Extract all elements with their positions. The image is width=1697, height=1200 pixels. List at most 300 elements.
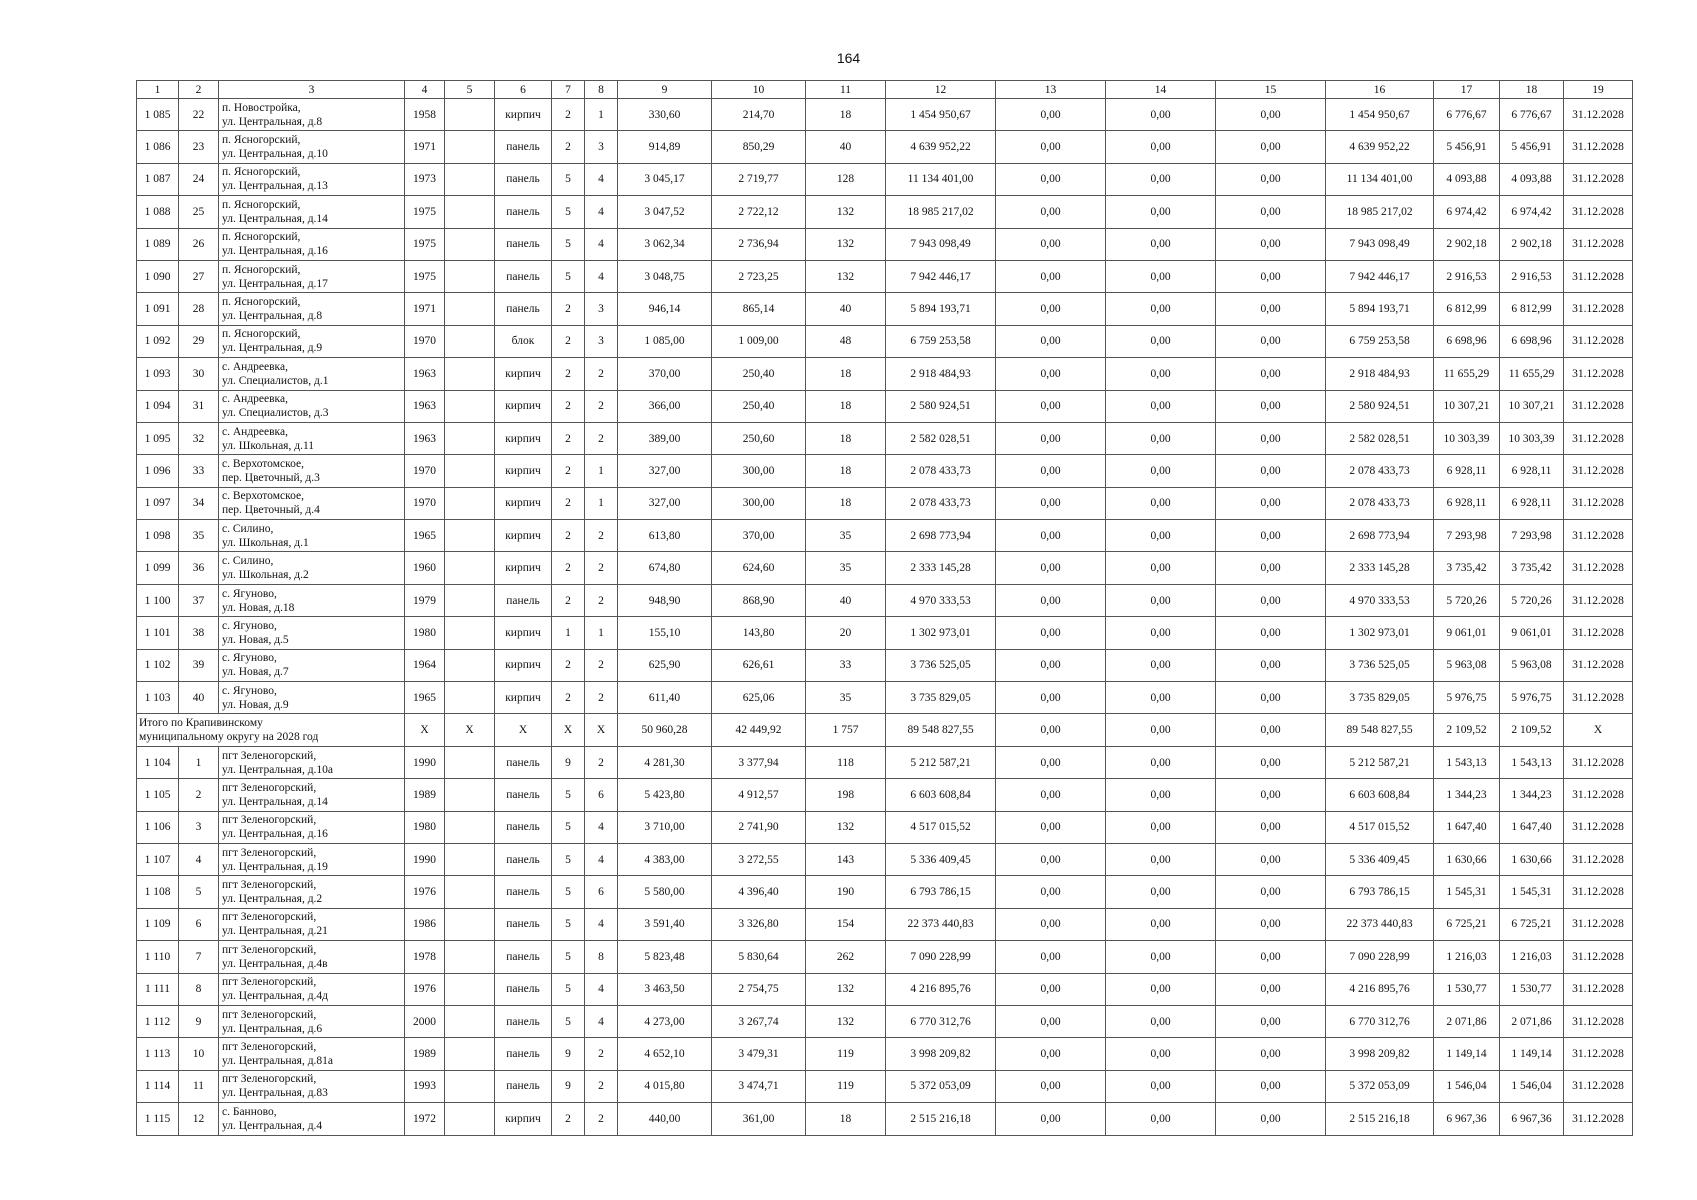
cell-c17: 6 776,67 [1434,99,1500,131]
address-line-1: Итого по Крапивинскому [139,717,263,730]
cell-c17: 6 967,36 [1434,1103,1500,1135]
cell-c15: 0,00 [1216,325,1326,357]
cell-mat: панель [495,260,552,292]
cell-c13: 0,00 [996,260,1106,292]
cell-c11: 119 [806,1038,886,1070]
cell-c12: 2 698 773,94 [886,520,996,552]
cell-c13: 0,00 [996,1070,1106,1102]
cell-date: 31.12.2028 [1564,779,1633,811]
cell-c13: 0,00 [996,617,1106,649]
cell-c15: 0,00 [1216,455,1326,487]
address-cell [219,99,405,131]
cell-mat: панель [495,811,552,843]
cell-date: 31.12.2028 [1564,358,1633,390]
cell-a9: 330,60 [618,99,712,131]
cell-a9: 1 085,00 [618,325,712,357]
cell-c12: 2 582 028,51 [886,422,996,454]
cell-date: 31.12.2028 [1564,843,1633,875]
cell-c11: 18 [806,455,886,487]
cell-fl: 2 [552,552,585,584]
cell-c11: 40 [806,131,886,163]
table-row [137,520,1633,552]
cell-a10: 1 009,00 [712,325,806,357]
cell-c5 [445,131,495,163]
cell-c14: 0,00 [1106,584,1216,616]
cell-a9: 4 652,10 [618,1038,712,1070]
cell-c15: 0,00 [1216,908,1326,940]
cell-date: 31.12.2028 [1564,584,1633,616]
cell-ent: 4 [585,163,618,195]
cell-c5 [445,617,495,649]
cell-ent: 3 [585,131,618,163]
cell-ent: 4 [585,973,618,1005]
cell-fl: 5 [552,876,585,908]
cell-a9: 611,40 [618,682,712,714]
cell-fl: 2 [552,390,585,422]
cell-c16: 2 078 433,73 [1326,455,1434,487]
address-cell [219,682,405,714]
address-line-2: ул. Центральная, д.14 [222,212,328,225]
cell-c15: 0,00 [1216,649,1326,681]
cell-c16: 89 548 827,55 [1326,714,1434,746]
cell-year: 1964 [405,649,445,681]
cell-c18: 1 545,31 [1500,876,1564,908]
address-line-1: с. Верхотомское, [222,457,304,470]
cell-c13: 0,00 [996,196,1106,228]
cell-fl: 2 [552,99,585,131]
cell-c18: 11 655,29 [1500,358,1564,390]
cell-c17: 4 093,88 [1434,163,1500,195]
table-row [137,876,1633,908]
cell-date: 31.12.2028 [1564,455,1633,487]
row-number-cell: 1 087 [137,163,179,195]
cell-c11: 128 [806,163,886,195]
cell-c17: 6 928,11 [1434,487,1500,519]
address-line-1: пгт Зеленогорский, [222,943,317,956]
cell-year: 1965 [405,520,445,552]
local-number-cell: 6 [179,908,219,940]
cell-c14: 0,00 [1106,260,1216,292]
cell-c13: 0,00 [996,1103,1106,1135]
cell-c17: 1 216,03 [1434,941,1500,973]
cell-c13: 0,00 [996,99,1106,131]
cell-ent: 4 [585,196,618,228]
cell-date: 31.12.2028 [1564,746,1633,778]
cell-c17: 1 630,66 [1434,843,1500,875]
cell-c15: 0,00 [1216,422,1326,454]
cell-c12: 3 735 829,05 [886,682,996,714]
address-cell [219,584,405,616]
local-number-cell: 38 [179,617,219,649]
cell-date: 31.12.2028 [1564,941,1633,973]
cell-c13: 0,00 [996,422,1106,454]
address-line-1: с. Банново, [222,1105,277,1118]
cell-c18: 1 344,23 [1500,779,1564,811]
cell-a10: 250,60 [712,422,806,454]
cell-c12: 7 943 098,49 [886,228,996,260]
cell-c11: 143 [806,843,886,875]
address-cell [219,1005,405,1037]
cell-c11: 132 [806,811,886,843]
cell-c12: 89 548 827,55 [886,714,996,746]
cell-date: 31.12.2028 [1564,811,1633,843]
cell-c12: 4 216 895,76 [886,973,996,1005]
cell-c15: 0,00 [1216,487,1326,519]
cell-c13: 0,00 [996,293,1106,325]
column-header-2: 2 [179,81,219,99]
cell-c14: 0,00 [1106,325,1216,357]
cell-c15: 0,00 [1216,584,1326,616]
cell-c15: 0,00 [1216,714,1326,746]
cell-c16: 2 078 433,73 [1326,487,1434,519]
cell-a10: 868,90 [712,584,806,616]
cell-a9: 3 062,34 [618,228,712,260]
cell-c11: 18 [806,1103,886,1135]
cell-year: 1973 [405,163,445,195]
cell-c5 [445,487,495,519]
local-number-cell: 1 [179,746,219,778]
local-number-cell: 31 [179,390,219,422]
cell-c17: 2 902,18 [1434,228,1500,260]
cell-c14: 0,00 [1106,649,1216,681]
cell-year: 1989 [405,779,445,811]
cell-date: 31.12.2028 [1564,973,1633,1005]
cell-c12: 6 793 786,15 [886,876,996,908]
cell-ent: 2 [585,520,618,552]
cell-c16: 22 373 440,83 [1326,908,1434,940]
address-cell [219,325,405,357]
cell-a9: 4 383,00 [618,843,712,875]
cell-a10: 3 326,80 [712,908,806,940]
cell-date: 31.12.2028 [1564,99,1633,131]
cell-fl: 5 [552,779,585,811]
cell-date: 31.12.2028 [1564,617,1633,649]
cell-c18: 5 963,08 [1500,649,1564,681]
address-line-2: ул. Центральная, д.16 [222,245,328,258]
row-number-cell: 1 115 [137,1103,179,1135]
table-row [137,843,1633,875]
cell-a9: 625,90 [618,649,712,681]
cell-c13: 0,00 [996,455,1106,487]
cell-a10: 143,80 [712,617,806,649]
cell-c18: 6 928,11 [1500,455,1564,487]
row-number-cell: 1 098 [137,520,179,552]
cell-c16: 4 639 952,22 [1326,131,1434,163]
column-header-11: 11 [806,81,886,99]
cell-c13: 0,00 [996,358,1106,390]
cell-c18: 6 974,42 [1500,196,1564,228]
cell-c16: 5 372 053,09 [1326,1070,1434,1102]
cell-c16: 3 998 209,82 [1326,1038,1434,1070]
cell-c16: 5 212 587,21 [1326,746,1434,778]
cell-c16: 4 517 015,52 [1326,811,1434,843]
cell-c17: 1 545,31 [1434,876,1500,908]
cell-c14: 0,00 [1106,811,1216,843]
cell-date: 31.12.2028 [1564,649,1633,681]
cell-a10: 865,14 [712,293,806,325]
column-header-3: 3 [219,81,405,99]
cell-a10: 214,70 [712,99,806,131]
cell-a9: 948,90 [618,584,712,616]
cell-mat: X [495,714,552,746]
cell-c12: 3 736 525,05 [886,649,996,681]
cell-c12: 5 372 053,09 [886,1070,996,1102]
address-line-2: ул. Центральная, д.83 [222,1087,328,1100]
cell-ent: 1 [585,455,618,487]
cell-c17: 3 735,42 [1434,552,1500,584]
address-cell [219,973,405,1005]
cell-c16: 1 454 950,67 [1326,99,1434,131]
cell-c12: 3 998 209,82 [886,1038,996,1070]
row-number-cell: 1 090 [137,260,179,292]
local-number-cell: 30 [179,358,219,390]
cell-mat: панель [495,131,552,163]
cell-c5 [445,358,495,390]
address-line-2: ул. Центральная, д.21 [222,925,328,938]
cell-a10: 850,29 [712,131,806,163]
cell-c11: 35 [806,520,886,552]
cell-c11: 18 [806,422,886,454]
cell-a9: 4 281,30 [618,746,712,778]
cell-c5 [445,99,495,131]
cell-c5 [445,422,495,454]
cell-c11: 48 [806,325,886,357]
cell-c18: 6 967,36 [1500,1103,1564,1135]
table-row [137,584,1633,616]
address-line-1: п. Ясногорский, [222,328,301,341]
cell-a9: 946,14 [618,293,712,325]
address-line-2: ул. Новая, д.9 [222,698,289,711]
cell-c18: 1 546,04 [1500,1070,1564,1102]
local-number-cell: 36 [179,552,219,584]
cell-year: 1971 [405,293,445,325]
cell-c16: 2 580 924,51 [1326,390,1434,422]
cell-c13: 0,00 [996,131,1106,163]
table-row [137,779,1633,811]
row-number-cell: 1 097 [137,487,179,519]
cell-c5 [445,746,495,778]
cell-date: 31.12.2028 [1564,1038,1633,1070]
cell-c13: 0,00 [996,779,1106,811]
cell-a10: 3 474,71 [712,1070,806,1102]
cell-c11: 33 [806,649,886,681]
cell-c5 [445,1103,495,1135]
cell-date: 31.12.2028 [1564,163,1633,195]
cell-c15: 0,00 [1216,163,1326,195]
cell-fl: 2 [552,584,585,616]
address-cell [219,293,405,325]
column-header-7: 7 [552,81,585,99]
cell-c11: 20 [806,617,886,649]
cell-a9: 3 045,17 [618,163,712,195]
address-line-2: ул. Центральная, д.9 [222,342,323,355]
address-line-2: ул. Новая, д.7 [222,666,289,679]
cell-fl: 2 [552,293,585,325]
cell-c11: 40 [806,293,886,325]
cell-c16: 1 302 973,01 [1326,617,1434,649]
local-number-cell: 35 [179,520,219,552]
cell-year: 1958 [405,99,445,131]
cell-year: 1975 [405,260,445,292]
cell-c13: 0,00 [996,682,1106,714]
cell-c16: 4 970 333,53 [1326,584,1434,616]
cell-a10: 2 723,25 [712,260,806,292]
cell-c12: 6 603 608,84 [886,779,996,811]
cell-c14: 0,00 [1106,520,1216,552]
cell-c5 [445,1070,495,1102]
address-line-1: пгт Зеленогорский, [222,879,317,892]
cell-c16: 2 333 145,28 [1326,552,1434,584]
cell-c18: 1 149,14 [1500,1038,1564,1070]
cell-c15: 0,00 [1216,552,1326,584]
cell-c14: 0,00 [1106,714,1216,746]
cell-c17: 10 303,39 [1434,422,1500,454]
cell-a9: 389,00 [618,422,712,454]
cell-a9: 613,80 [618,520,712,552]
cell-c14: 0,00 [1106,746,1216,778]
cell-c5 [445,228,495,260]
cell-c18: 2 109,52 [1500,714,1564,746]
cell-c18: 5 456,91 [1500,131,1564,163]
cell-year: 1971 [405,131,445,163]
local-number-cell: 40 [179,682,219,714]
cell-c14: 0,00 [1106,358,1216,390]
cell-ent: 1 [585,99,618,131]
address-line-2: ул. Центральная, д.4 [222,1119,323,1132]
cell-c17: 10 307,21 [1434,390,1500,422]
address-line-2: ул. Центральная, д.4в [222,957,328,970]
column-header-17: 17 [1434,81,1500,99]
cell-c14: 0,00 [1106,455,1216,487]
cell-fl: 5 [552,228,585,260]
cell-a9: 5 423,80 [618,779,712,811]
cell-a10: 300,00 [712,487,806,519]
cell-a10: 2 722,12 [712,196,806,228]
cell-mat: кирпич [495,358,552,390]
cell-a9: 327,00 [618,455,712,487]
local-number-cell: 29 [179,325,219,357]
table-row [137,649,1633,681]
row-number-cell: 1 111 [137,973,179,1005]
cell-c5 [445,196,495,228]
cell-year: 1970 [405,325,445,357]
address-line-1: с. Ягуново, [222,587,277,600]
cell-a9: 4 015,80 [618,1070,712,1102]
table-row [137,390,1633,422]
cell-c18: 9 061,01 [1500,617,1564,649]
cell-c11: 119 [806,1070,886,1102]
cell-c11: 132 [806,196,886,228]
cell-c17: 9 061,01 [1434,617,1500,649]
cell-c12: 5 894 193,71 [886,293,996,325]
cell-c11: 40 [806,584,886,616]
cell-fl: 5 [552,843,585,875]
cell-c13: 0,00 [996,325,1106,357]
cell-c12: 18 985 217,02 [886,196,996,228]
column-header-9: 9 [618,81,712,99]
cell-c15: 0,00 [1216,1005,1326,1037]
address-cell [219,617,405,649]
cell-c17: 1 149,14 [1434,1038,1500,1070]
cell-fl: 2 [552,131,585,163]
cell-a10: 5 830,64 [712,941,806,973]
cell-c14: 0,00 [1106,293,1216,325]
cell-ent: 2 [585,1038,618,1070]
cell-fl: 2 [552,1103,585,1135]
address-cell [219,390,405,422]
address-line-1: пгт Зеленогорский, [222,1008,317,1021]
cell-c5 [445,584,495,616]
cell-ent: 1 [585,487,618,519]
cell-c15: 0,00 [1216,390,1326,422]
cell-a9: 3 047,52 [618,196,712,228]
cell-year: 1990 [405,843,445,875]
cell-c13: 0,00 [996,973,1106,1005]
cell-ent: 3 [585,293,618,325]
table-row [137,811,1633,843]
cell-ent: 4 [585,1005,618,1037]
cell-c5 [445,1038,495,1070]
column-header-4: 4 [405,81,445,99]
cell-c13: 0,00 [996,941,1106,973]
column-number-row [137,81,1633,99]
cell-c11: 132 [806,260,886,292]
table-row [137,617,1633,649]
cell-ent: 2 [585,390,618,422]
cell-year: 1989 [405,1038,445,1070]
cell-a9: 366,00 [618,390,712,422]
local-number-cell: 37 [179,584,219,616]
cell-c13: 0,00 [996,811,1106,843]
cell-date: 31.12.2028 [1564,1005,1633,1037]
cell-c5 [445,973,495,1005]
address-line-2: пер. Цветочный, д.3 [222,471,320,484]
address-line-1: п. Ясногорский, [222,263,301,276]
cell-c5 [445,1005,495,1037]
cell-year: 1963 [405,390,445,422]
address-line-2: ул. Специалистов, д.1 [222,374,329,387]
cell-mat: кирпич [495,552,552,584]
cell-fl: 9 [552,1070,585,1102]
cell-fl: 5 [552,1005,585,1037]
address-line-1: пгт Зеленогорский, [222,1073,317,1086]
row-number-cell: 1 091 [137,293,179,325]
local-number-cell: 10 [179,1038,219,1070]
cell-c17: 1 543,13 [1434,746,1500,778]
address-line-2: муниципальному округу на 2028 год [139,731,319,744]
cell-c17: 5 976,75 [1434,682,1500,714]
cell-year: 1976 [405,973,445,1005]
cell-mat: кирпич [495,422,552,454]
cell-fl: 2 [552,325,585,357]
address-cell [219,779,405,811]
cell-c5 [445,876,495,908]
column-header-15: 15 [1216,81,1326,99]
table-row [137,163,1633,195]
cell-year: 1975 [405,228,445,260]
address-line-2: ул. Центральная, д.13 [222,180,328,193]
cell-a10: 4 912,57 [712,779,806,811]
cell-date: 31.12.2028 [1564,422,1633,454]
row-number-cell: 1 096 [137,455,179,487]
address-line-1: пгт Зеленогорский, [222,1041,317,1054]
cell-mat: панель [495,843,552,875]
cell-c5 [445,779,495,811]
address-line-2: ул. Специалистов, д.3 [222,407,329,420]
cell-mat: панель [495,1005,552,1037]
address-cell [219,358,405,390]
cell-ent: 2 [585,358,618,390]
